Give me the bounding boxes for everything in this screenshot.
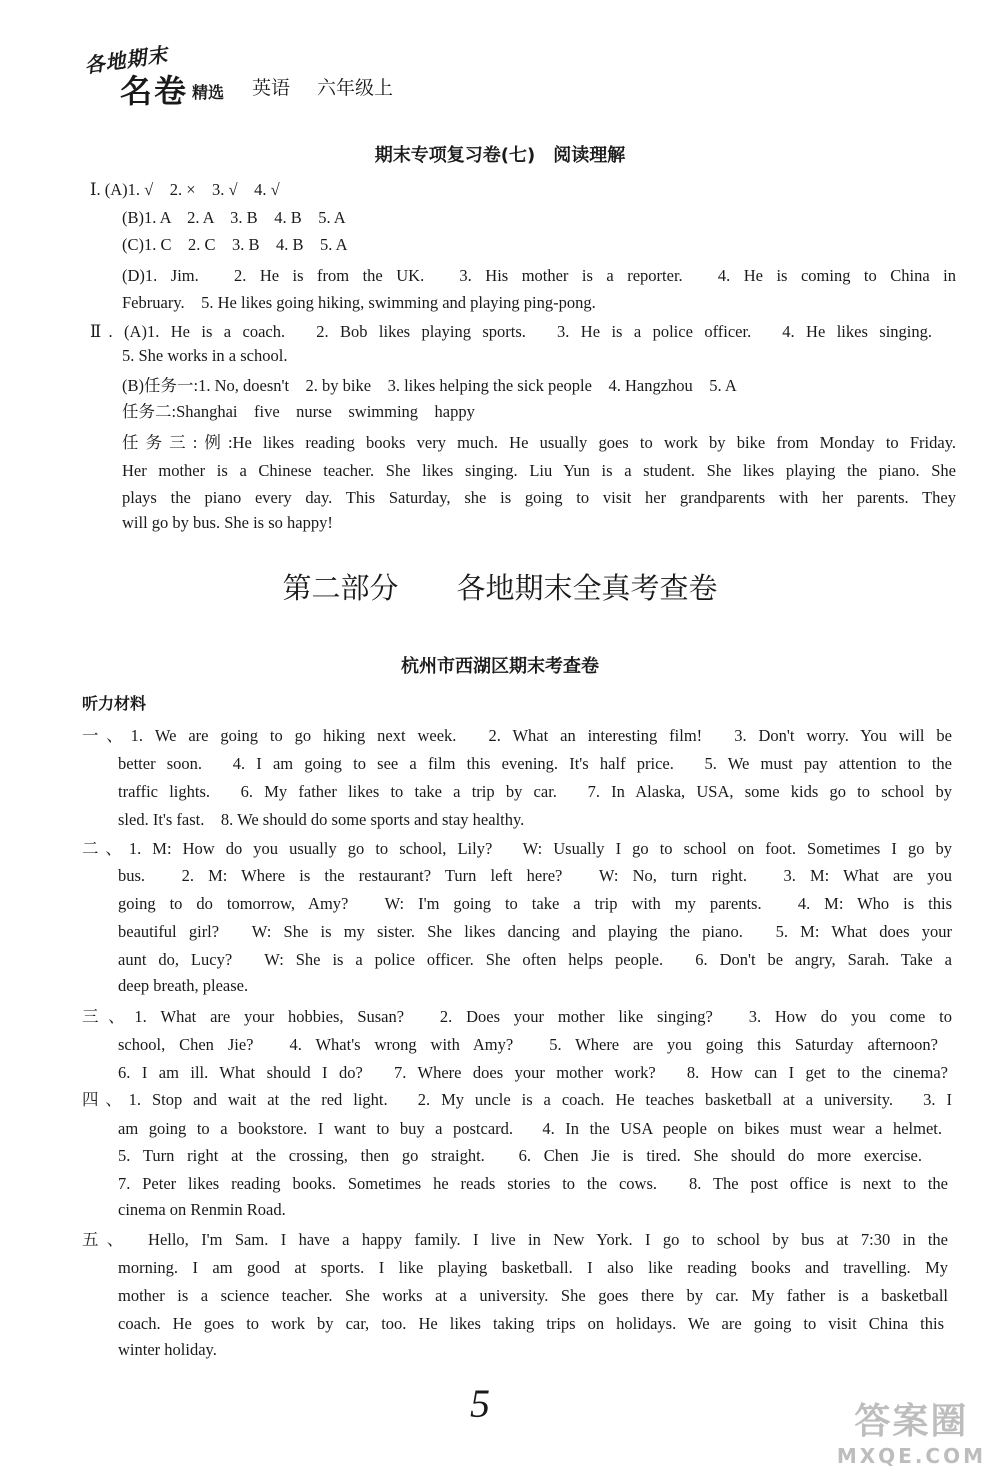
exam-line: mother is a science teacher. She works at a university. She goes there by car. My father is a basketball [118, 1286, 948, 1305]
exam-line: 二、1. M: How do you usually go to school, Lily? W: Usually I go to school on foot. Sometimes I go by [82, 839, 952, 858]
exam-line: 三、1. What are your hobbies, Susan? 2. Does your mother like singing? 3. How do you come to [82, 1007, 952, 1026]
exam-line: better soon. 4. I am going to see a film this evening. It's half price. 5. We must pay attention to the [118, 754, 952, 773]
answer-line: 5. She works in a school. [122, 346, 288, 365]
header-grade: 六年级上 [317, 77, 394, 99]
exam-line: morning. I am good at sports. I like playing basketball. I also like reading books and travelling. My [118, 1258, 948, 1277]
exam-line: 5. Turn right at the crossing, then go straight. 6. Chen Jie is tired. She should do more exercise. [118, 1146, 922, 1165]
exam-line: 四、1. Stop and wait at the red light. 2. My uncle is a coach. He teaches basketball at a university. 3. I [82, 1090, 952, 1109]
exam-line: 五、 Hello, I'm Sam. I have a happy family. I live in New York. I go to school by bus at 7:30 in the [82, 1230, 948, 1249]
answer-line: 任务二:Shanghai five nurse swimming happy [122, 402, 475, 421]
exam-line: cinema on Renmin Road. [118, 1200, 286, 1219]
exam-line: school, Chen Jie? 4. What's wrong with Amy? 5. Where are you going this Saturday afternoon? [118, 1035, 938, 1054]
answer-line: plays the piano every day. This Saturday, she is going to visit her grandparents with her parents. They [122, 488, 956, 507]
watermark [837, 1393, 986, 1468]
listening-heading: 听力材料 [82, 694, 147, 713]
exam-line: 6. I am ill. What should I do? 7. Where does your mother work? 8. How can I get to the cinema? [118, 1063, 948, 1082]
watermark-logo: 答案圈 [854, 1401, 969, 1442]
header-subject: 英语 [252, 77, 291, 99]
logo-line-1: 各地期末 [82, 42, 170, 78]
exam-line: am going to a bookstore. I want to buy a postcard. 4. In the USA people on bikes must wear a helmet. [118, 1119, 942, 1138]
watermark-url: MXQE.COM [836, 1444, 986, 1468]
section-title: 期末专项复习卷(七) 阅读理解 [374, 145, 626, 166]
exam-line: coach. He goes to work by car, too. He likes taking trips on holidays. We are going to visit China this [118, 1314, 944, 1333]
exam-line: traffic lights. 6. My father likes to take a trip by car. 7. In Alaska, USA, some kids go to school by [118, 782, 952, 801]
exam-line: bus. 2. M: Where is the restaurant? Turn left here? W: No, turn right. 3. M: What are you [118, 866, 952, 885]
exam-line: going to do tomorrow, Amy? W: I'm going to take a trip with my parents. 4. M: Who is this [118, 894, 952, 913]
logo-line-3: 精选 [192, 83, 225, 102]
series-logo [82, 42, 244, 110]
answer-line: February. 5. He likes going hiking, swimming and playing ping-pong. [122, 293, 596, 312]
answer-line: (C)1. C 2. C 3. B 4. B 5. A [122, 235, 348, 254]
answer-line: (B)1. A 2. A 3. B 4. B 5. A [122, 208, 346, 227]
exam-line: aunt do, Lucy? W: She is a police officer. She often helps people. 6. Don't be angry, Sarah. Take a [118, 950, 952, 969]
exam-line: deep breath, please. [118, 976, 249, 995]
logo-line-2: 名卷 [120, 72, 189, 110]
answer-line: Ⅰ. (A)1. √ 2. × 3. √ 4. √ [90, 180, 280, 199]
exam-line: winter holiday. [118, 1340, 217, 1359]
answer-line: (B)任务一:1. No, doesn't 2. by bike 3. likes helping the sick people 4. Hangzhou 5. A [122, 376, 737, 395]
exam-line: 7. Peter likes reading books. Sometimes he reads stories to the cows. 8. The post office is next to the [118, 1174, 948, 1193]
answer-line: Ⅱ. (A)1. He is a coach. 2. Bob likes playing sports. 3. He is a police officer. 4. He likes singing. [90, 322, 932, 341]
answer-line: Her mother is a Chinese teacher. She likes singing. Liu Yun is a student. She likes playing the piano. She [122, 461, 956, 480]
exam-line: 一、1. We are going to go hiking next week. 2. What an interesting film! 3. Don't worry. You will be [82, 726, 952, 745]
exam-line: beautiful girl? W: She is my sister. She likes dancing and playing the piano. 5. M: What does your [118, 922, 952, 941]
answer-line: (D)1. Jim. 2. He is from the UK. 3. His mother is a reporter. 4. He is coming to China in [122, 266, 956, 285]
exam-line: sled. It's fast. 8. We should do some sports and stay healthy. [118, 810, 525, 829]
page-number: 5 [470, 1381, 490, 1426]
answer-line: 任务三:例:He likes reading books very much. He usually goes to work by bike from Monday to Friday. [122, 433, 956, 452]
answer-line: will go by bus. She is so happy! [122, 513, 333, 532]
exam-title: 杭州市西湖区期末考查卷 [401, 656, 599, 677]
part-title: 第二部分 各地期末全真考查卷 [282, 571, 718, 605]
